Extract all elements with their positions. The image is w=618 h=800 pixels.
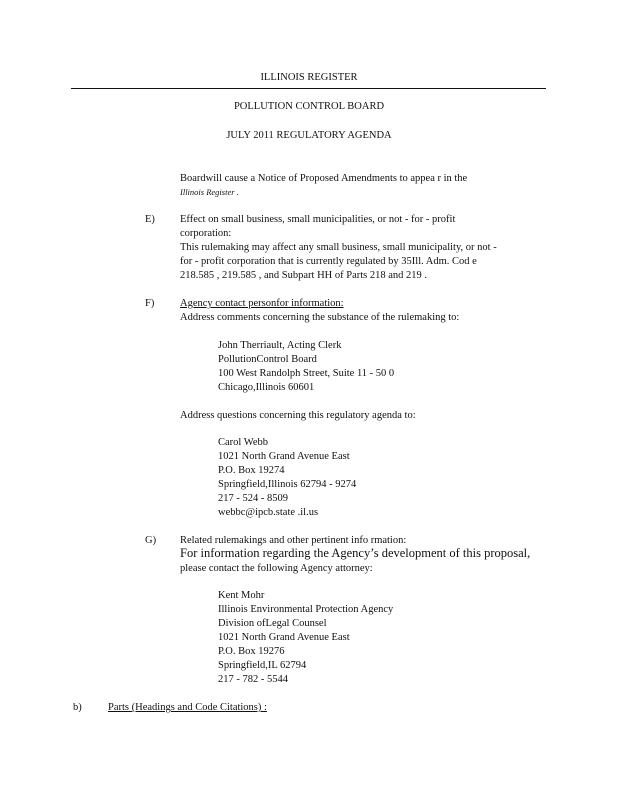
contact-2-line: 1021 North Grand Avenue East xyxy=(218,451,350,462)
contact-2-email: webbc@ipcb.state .il.us xyxy=(218,507,319,518)
intro-line-2: Illinois Register . xyxy=(180,187,239,197)
register-title: ILLINOIS REGISTER xyxy=(260,72,358,83)
contact-1-line: John Therriault, Acting Clerk xyxy=(218,340,342,351)
contact-2-line: P.O. Box 19274 xyxy=(218,465,285,476)
section-f-address-intro-1: Address comments concerning the substance of the rulemaking to: xyxy=(180,312,460,323)
section-e-body-1: This rulemaking may affect any small business, small municipality, or not - xyxy=(180,242,497,253)
section-e-heading-1: Effect on small business, small municipalities, or not - for - profit xyxy=(180,214,456,225)
contact-3-line: 217 - 782 - 5544 xyxy=(218,674,288,685)
section-f-address-intro-2: Address questions concerning this regulatory agenda to: xyxy=(180,410,416,421)
section-e-body-3: 218.585 , 219.585 , and Subpart HH of Parts 218 and 219 . xyxy=(180,270,428,281)
section-g-label: G) xyxy=(145,535,157,546)
section-f-heading: Agency contact personfor information: xyxy=(180,298,344,309)
agenda-title: JULY 2011 REGULATORY AGENDA xyxy=(226,130,392,141)
section-e-body-2: for - profit corporation that is currently regulated by 35Ill. Adm. Cod e xyxy=(180,256,477,267)
contact-3-line: Illinois Environmental Protection Agency xyxy=(218,604,394,615)
contact-2-line: Springfield,Illinois 62794 - 9274 xyxy=(218,479,357,490)
section-b-heading: Parts (Headings and Code Citations) : xyxy=(108,702,267,713)
header-rule xyxy=(71,88,546,89)
contact-1-line: 100 West Randolph Street, Suite 11 - 50 0 xyxy=(218,368,395,379)
section-f-label: F) xyxy=(145,298,155,309)
contact-3-line: P.O. Box 19276 xyxy=(218,646,285,657)
section-g-body-emph: For information regarding the Agency’s development of this proposal, xyxy=(180,546,531,560)
contact-2-line: 217 - 524 - 8509 xyxy=(218,493,288,504)
contact-1-line: Chicago,Illinois 60601 xyxy=(218,382,315,393)
contact-3-line: Kent Mohr xyxy=(218,590,265,601)
contact-3-line: 1021 North Grand Avenue East xyxy=(218,632,350,643)
section-e-heading-2: corporation: xyxy=(180,228,232,239)
intro-line-1: Boardwill cause a Notice of Proposed Amendments to appea r in the xyxy=(180,173,468,184)
contact-3-line: Springfield,IL 62794 xyxy=(218,660,307,671)
section-g-heading: Related rulemakings and other pertinent info rmation: xyxy=(180,535,407,546)
section-e-label: E) xyxy=(145,214,155,225)
contact-2-line: Carol Webb xyxy=(218,437,268,448)
section-b-label: b) xyxy=(73,702,82,713)
section-g-body-2: please contact the following Agency attorney: xyxy=(180,563,373,574)
contact-3-line: Division ofLegal Counsel xyxy=(218,618,327,629)
contact-1-line: PollutionControl Board xyxy=(218,354,317,365)
board-title: POLLUTION CONTROL BOARD xyxy=(233,101,385,112)
